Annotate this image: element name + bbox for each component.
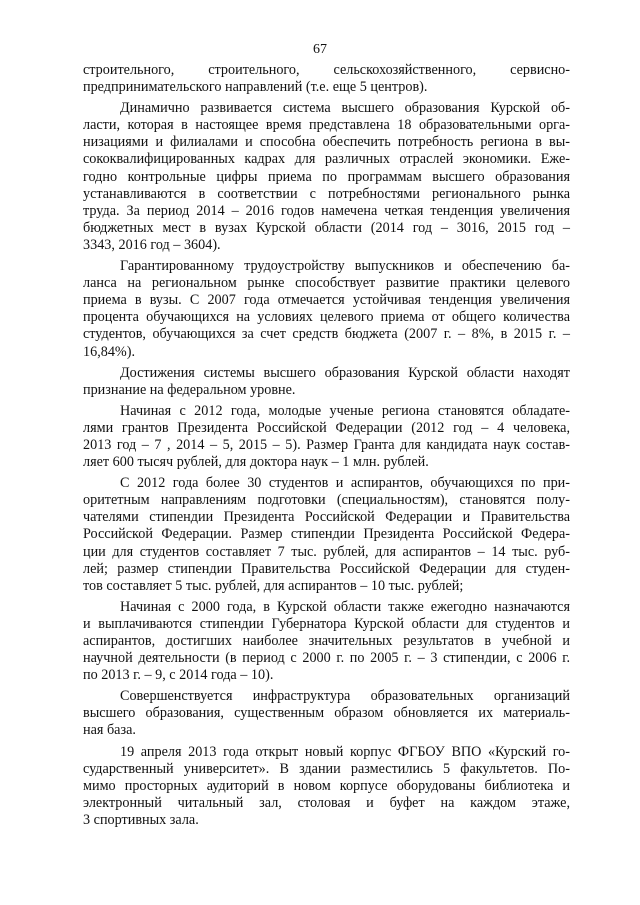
text-line: лей; размер стипендии Правительства Российской Федерации для студен- <box>83 560 570 577</box>
text-line: сококвалифицированных кадрах для различных отраслей экономики. Еже- <box>83 151 570 168</box>
text-line: Гарантированному трудоустройству выпускников и обеспечению ба- <box>120 258 570 275</box>
text-line: С 2012 года более 30 студентов и аспирантов, обучающихся по при- <box>120 475 570 492</box>
text-line: Достижения системы высшего образования Курской области находят <box>120 364 570 381</box>
text-line: ции для студентов составляет 7 тыс. рублей, для аспирантов – 14 тыс. руб- <box>83 543 570 560</box>
paragraph <box>83 688 570 739</box>
text-line: Начиная с 2012 года, молодые ученые региона становятся обладате- <box>120 402 570 419</box>
paragraph <box>83 62 570 96</box>
text-line: Начиная с 2000 года, в Курской области также ежегодно назначаются <box>120 598 570 615</box>
text-line: предпринимательского направлений (т.е. еще 5 центров). <box>83 79 428 96</box>
text-line: сударственный университет». В здании разместились 5 факультетов. По- <box>83 760 570 777</box>
text-line: строительного, строительного, сельскохозяйственного, сервисно- <box>83 62 570 78</box>
text-line: оритетным направлениям подготовки (специальностям), становятся полу- <box>83 492 570 509</box>
document-body <box>83 62 570 829</box>
text-line: Динамично развивается система высшего образования Курской об- <box>120 100 570 117</box>
text-line: научной деятельности (в период с 2000 г. по 2005 г. – 3 стипендии, с 2006 г. <box>83 650 570 667</box>
page-number: 67 <box>313 42 327 57</box>
text-line: мимо просторных аудиторий в новом корпусе оборудованы библиотека и <box>83 777 570 794</box>
text-line: 2013 год – 7 , 2014 – 5, 2015 – 5). Размер Гранта для кандидата наук состав- <box>83 436 570 453</box>
text-line: приема в вузы. С 2007 года отмечается устойчивая тенденция увеличения <box>83 292 570 309</box>
text-line: аспирантов, достигших наиболее значительных результатов в учебной и <box>83 633 570 649</box>
text-line: тов составляет 5 тыс. рублей, для аспирантов – 10 тыс. рублей; <box>83 577 464 594</box>
text-line: труда. За период 2014 – 2016 годов намечена четкая тенденция увеличения <box>83 202 570 219</box>
paragraph <box>83 744 570 829</box>
text-line: чателями стипендии Президента Российской Федерации и Правительства <box>83 509 570 526</box>
text-line: 3343, 2016 год – 3604). <box>83 236 221 253</box>
text-line: бюджетных мест в вузах Курской области (2014 год – 3016, 2015 год – <box>83 219 570 236</box>
text-line: 19 апреля 2013 года открыт новый корпус ФГБОУ ВПО «Курский го- <box>120 743 570 760</box>
text-line: электронный читальный зал, столовая и буфет на каждом этаже, <box>83 794 570 811</box>
paragraph <box>83 599 570 684</box>
text-line: ланса на региональном рынке способствует развитие практики целевого <box>83 275 570 292</box>
text-line: устанавливаются в соответствии с потребностями регионального рынка <box>83 185 570 202</box>
paragraph <box>83 258 570 361</box>
text-line: Российской Федерации. Размер стипендии Президента Российской Федера- <box>83 526 570 543</box>
text-line: студентов, обучающихся за счет средств бюджета (2007 г. – 8%, в 2015 г. – <box>83 326 570 343</box>
text-line: и выплачиваются стипендии Губернатора Курской области для студентов и <box>83 615 570 632</box>
text-line: ляет 600 тысяч рублей, для доктора наук – 1 млн. рублей. <box>83 454 429 471</box>
text-line: по 2013 г. – 9, с 2014 года – 10). <box>83 667 274 684</box>
text-line: признание на федеральном уровне. <box>83 381 296 398</box>
text-line: Совершенствуется инфраструктура образовательных организаций <box>120 688 570 705</box>
paragraph <box>83 365 570 399</box>
text-line: 3 спортивных зала. <box>83 811 199 828</box>
text-line: процента обучающихся на условиях целевого приема от общего количества <box>83 309 570 326</box>
paragraph <box>83 100 570 254</box>
text-line: высшего образования, существенным образом обновляется их материаль- <box>83 705 570 722</box>
text-line: ная база. <box>83 722 136 739</box>
text-line: ласти, которая в настоящее время представлена 18 образовательными орга- <box>83 117 570 134</box>
text-line: лями грантов Президента Российской Федерации (2012 год – 4 человека, <box>83 419 570 436</box>
text-line: низациями и филиалами и способна обеспечить потребность региона в вы- <box>83 134 570 151</box>
text-line: годно контрольные цифры приема по программам высшего образования <box>83 168 570 185</box>
paragraph <box>83 475 570 595</box>
paragraph <box>83 403 570 471</box>
text-line: 16,84%). <box>83 343 136 360</box>
